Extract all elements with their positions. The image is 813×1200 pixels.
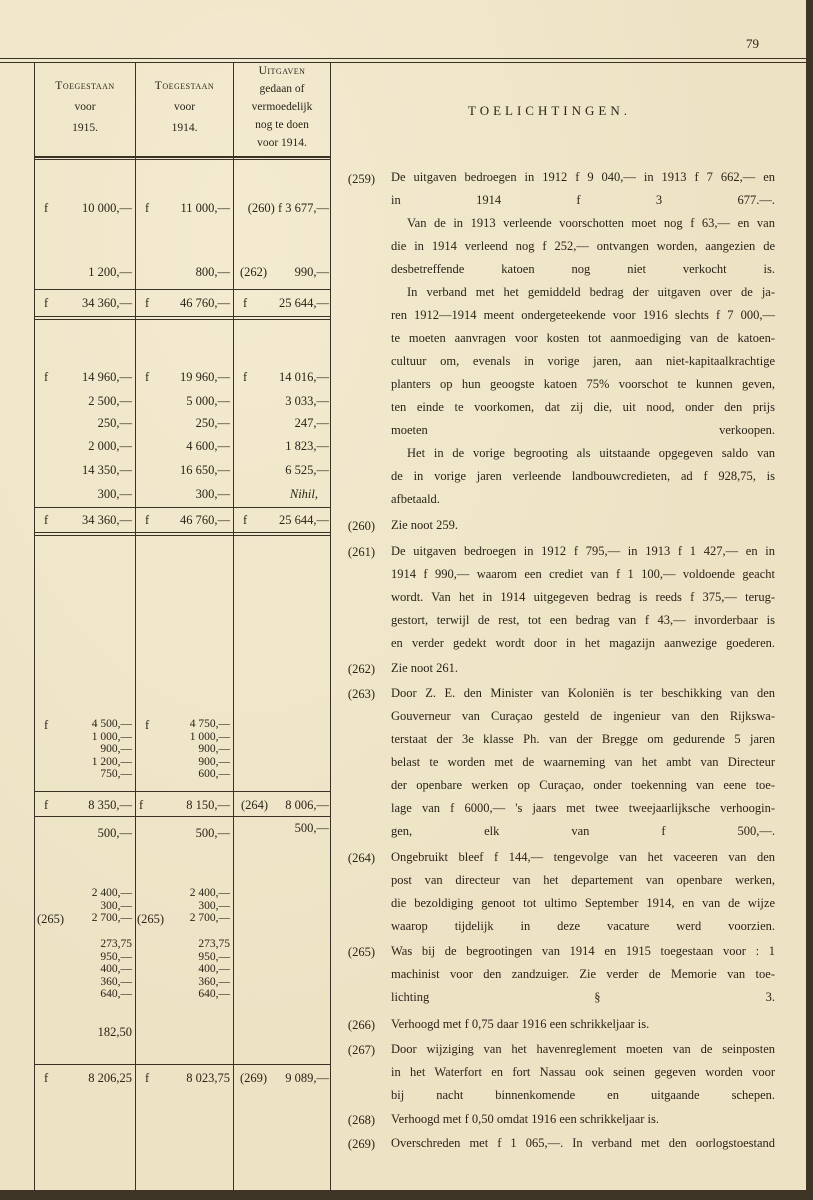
c-col2-ref265: (265) [137, 912, 165, 926]
note-line: gen, elk van f 500,—. [391, 824, 775, 838]
c-total-col3: 8 006,— [285, 798, 329, 812]
header-rule-bottom-2 [34, 159, 330, 160]
note-line: in 1914 f 3 677.—. [391, 193, 775, 207]
a-total-col2: 46 760,— [180, 296, 230, 310]
c-col2-g1-row1: 4 750,— [189, 718, 230, 730]
b-col1-row1: 14 960,— [82, 370, 132, 384]
c-final-col2: 8 023,75 [186, 1071, 230, 1085]
note-number: (264) [347, 851, 375, 865]
final-rule [34, 1064, 330, 1065]
currency-sign: f [145, 1071, 150, 1085]
note-line: Door wijziging van het havenreglement moeten van de seinposten [391, 1042, 775, 1056]
note-267-text [391, 1038, 775, 1107]
currency-sign: f [145, 201, 150, 215]
a-total-col3: 25 644,— [279, 296, 329, 310]
header-col2 [136, 76, 233, 139]
a-col1-row2: 1 200,— [88, 265, 132, 279]
c-col1-g1-row5: 750,— [100, 768, 132, 780]
note-number: (269) [347, 1137, 375, 1151]
currency-sign: f [139, 798, 144, 812]
note-line: Verhoogd met f 0,50 omdat 1916 een schrikkeljaar is. [391, 1112, 659, 1126]
currency-sign: f [145, 718, 150, 732]
header-col2-line2: voor [173, 101, 196, 113]
b-total-col3: 25 644,— [279, 513, 329, 527]
c-col2-500: 500,— [195, 826, 230, 840]
a-col3-row2: 990,— [294, 265, 329, 279]
note-line: Overschreden met f 1 065,—. In verband met den oorlogstoestand [391, 1136, 775, 1150]
a-col3-row1: (260) f 3 677,— [247, 201, 329, 215]
subtotal-rule-bottom [34, 816, 330, 817]
c-col1-group3 [55, 938, 132, 1001]
note-line: moeten verkoopen. [391, 423, 775, 437]
b-col2-row5: 16 650,— [180, 463, 230, 477]
currency-sign: f [243, 370, 248, 384]
currency-sign: f [44, 1071, 49, 1085]
column-rule-2 [233, 62, 234, 1190]
note-line: Zie noot 259. [391, 518, 459, 532]
b-col2-row1: 19 960,— [180, 370, 230, 384]
b-col3-row4: 1 823,— [285, 439, 329, 453]
header-rule-top-2 [0, 62, 806, 63]
c-col2-group3 [155, 938, 230, 1001]
b-col2-row6: 300,— [195, 487, 230, 501]
note-line: Van de in 1913 verleende voorschotten moet nog f 63,— en van [407, 216, 775, 230]
b-col3-row6: Nihil, [289, 487, 318, 501]
note-260-text [391, 514, 775, 537]
note-line: Zie noot 261. [391, 661, 459, 675]
note-259-text [391, 166, 775, 511]
c-col1-extra: 182,50 [97, 1025, 132, 1039]
note-268-text [391, 1108, 775, 1131]
a-col1-row1: 10 000,— [82, 201, 132, 215]
c-col1-g2-row3: 2 700,— [91, 912, 132, 924]
note-261-text [391, 540, 775, 655]
note-number: (259) [347, 172, 375, 186]
header-rule-top [0, 58, 806, 59]
b-total-col1: 34 360,— [82, 513, 132, 527]
note-266-text [391, 1013, 775, 1036]
note-number: (267) [347, 1043, 375, 1057]
b-col3-row5: 6 525,— [285, 463, 329, 477]
currency-sign: f [145, 296, 150, 310]
header-col1-line3: 1915. [72, 122, 98, 134]
note-line: bij nacht binnenkomende en uitgaande schepen. [391, 1088, 775, 1102]
c-col2-g3-row4: 360,— [198, 975, 230, 988]
note-269-text [391, 1132, 775, 1155]
currency-sign: f [243, 296, 248, 310]
c-total-col3-ref: (264) [241, 798, 269, 812]
note-line: Verhoogd met f 0,75 daar 1916 een schrikkeljaar is. [391, 1017, 650, 1031]
note-line: In verband met het gemiddeld bedrag der uitgaven over de ja- [407, 285, 775, 299]
c-col2-g3-row3: 400,— [198, 963, 230, 975]
currency-sign: f [145, 513, 150, 527]
b-col1-row3: 250,— [97, 416, 132, 430]
c-col2-g1-row5: 600,— [198, 768, 230, 780]
header-col3-line1: Uitgaven [258, 65, 306, 77]
note-line: 1914 f 990,— waarom een crediet van f 1 100,— voldoende geacht [391, 567, 775, 581]
note-line: machinist voor den zandzuiger. Zie verder de Memorie van toe- [391, 967, 775, 981]
note-line: Gouverneur van Curaçao gesteld de ingenieur van den Rijkswa- [391, 709, 775, 723]
note-line: Het in de vorige begrooting als uitstaande opgegeven saldo van [407, 446, 775, 460]
currency-sign: f [44, 798, 49, 812]
header-col3-line5: voor 1914. [257, 137, 307, 149]
c-col2-g3-row1: 273,75 [198, 938, 230, 950]
b-col1-row4: 2 000,— [88, 439, 132, 453]
note-line: post van directeur van het departement van openbare werken, [391, 873, 775, 887]
subtotal-rule [34, 791, 330, 792]
header-rule-bottom [34, 156, 330, 158]
c-col1-g3-row2: 950,— [100, 950, 132, 963]
note-line: De uitgaven bedroegen in 1912 f 795,— in 1913 f 1 427,— en in [391, 544, 775, 558]
c-col1-g1-row3: 900,— [100, 743, 132, 755]
header-col3-line2: gedaan of [259, 83, 305, 95]
currency-sign: f [44, 296, 49, 310]
note-line: lage van f 6000,— 's jaars met twee tweejaarlijksche verhoogin- [391, 801, 775, 815]
currency-sign: f [44, 513, 49, 527]
note-number: (265) [347, 945, 375, 959]
c-col2-group2 [155, 887, 230, 925]
note-line: ren 1912—1914 meent ondergeteekende voor 1916 slechts f 7 000,— [391, 308, 775, 322]
note-line: afbetaald. [391, 492, 440, 506]
column-rule-1 [135, 62, 136, 1190]
note-line: te moeten aanvragen voor kosten tot aanmoediging van de katoen- [391, 331, 775, 345]
note-265-text [391, 940, 775, 1009]
note-line: cultuur om, evenals in vorige jaren, aan niet-kapitaalkrachtige [391, 354, 775, 368]
a-col2-row1: 11 000,— [180, 201, 230, 215]
total-rule-2 [34, 535, 330, 536]
note-line: De uitgaven bedroegen in 1912 f 9 040,— in 1913 f 7 662,— en [391, 170, 775, 184]
b-col1-row2: 2 500,— [88, 394, 132, 408]
note-line: desbetreffende katoen nog niet verkocht is. [391, 262, 775, 276]
note-line: de in vorige jaren verleende landbouwcredieten, ad f 928,75, is [391, 469, 775, 483]
a-total-col1: 34 360,— [82, 296, 132, 310]
c-col2-g2-row1: 2 400,— [189, 887, 230, 899]
note-line: waarop tijdelijk in deze vacature werd voorzien. [391, 919, 775, 933]
c-final-col3: 9 089,— [285, 1071, 329, 1085]
c-col1-g1-row1: 4 500,— [91, 718, 132, 730]
note-line: in het Waterfort en fort Nassau ook seinen gegeven worden voor [391, 1065, 775, 1079]
b-col2-row2: 5 000,— [186, 394, 230, 408]
b-col2-row4: 4 600,— [186, 439, 230, 453]
c-col2-g3-row2: 950,— [198, 950, 230, 963]
c-col1-ref265: (265) [37, 912, 65, 926]
header-col1 [35, 76, 135, 139]
c-final-col1: 8 206,25 [88, 1071, 132, 1085]
b-col3-row3: 247,— [294, 416, 329, 430]
note-number: (266) [347, 1018, 375, 1032]
c-col1-500: 500,— [97, 826, 132, 840]
c-col1-group1 [55, 718, 132, 781]
b-col1-row5: 14 350,— [82, 463, 132, 477]
c-col2-g1-row2: 1 000,— [189, 730, 230, 743]
c-col1-g3-row5: 640,— [100, 988, 132, 1000]
currency-sign: f [243, 513, 248, 527]
note-number: (268) [347, 1113, 375, 1127]
header-col2-line3: 1914. [171, 122, 198, 134]
c-col1-g3-row1: 273,75 [100, 938, 132, 950]
note-line: die in 1914 verleend nog f 252,— ontvangen worden, aangezien de [391, 239, 775, 253]
note-number: (260) [347, 519, 375, 533]
b-col1-row6: 300,— [97, 487, 132, 501]
note-line: ten einde te voorkomen, dat zij die, uit nood, onder den prijs [391, 400, 775, 414]
column-rule-left [34, 62, 35, 1190]
currency-sign: f [44, 370, 49, 384]
c-col2-g3-row5: 640,— [198, 988, 230, 1000]
b-col3-row2: 3 033,— [285, 394, 329, 408]
c-col1-g3-row3: 400,— [100, 963, 132, 975]
b-total-col2: 46 760,— [180, 513, 230, 527]
a-col3-ref: (262) [240, 265, 268, 279]
note-line: Ongebruikt bleef f 144,— tengevolge van het vaceeren van den [391, 850, 775, 864]
note-line: lichting § 3. [391, 990, 775, 1004]
note-line: der openbare werken op Curaçao, onder toekenning van eene toe- [391, 778, 775, 792]
header-col1-line2: voor [74, 101, 96, 113]
note-number: (261) [347, 545, 375, 559]
subtotal-rule [34, 289, 330, 290]
c-col1-group2 [55, 887, 132, 925]
c-col1-g2-row1: 2 400,— [91, 887, 132, 899]
b-col3-row1: 14 016,— [279, 370, 329, 384]
total-rule-2 [34, 319, 330, 320]
note-number: (263) [347, 687, 375, 701]
note-262-text [391, 657, 775, 680]
c-col2-g2-row3: 2 700,— [189, 912, 230, 924]
c-col2-g1-row4: 900,— [198, 755, 230, 768]
header-col3 [234, 62, 330, 152]
c-total-col1: 8 350,— [88, 798, 132, 812]
note-263-text [391, 682, 775, 843]
c-col1-g1-row2: 1 000,— [91, 730, 132, 743]
note-line: Door Z. E. den Minister van Koloniën is ter beschikking van den [391, 686, 775, 700]
note-line: en verder gedekt wordt door in het magazijn aanwezige goederen. [391, 636, 775, 650]
note-number: (262) [347, 662, 375, 676]
header-toelichtingen: TOELICHTINGEN. [468, 103, 631, 118]
subtotal-rule [34, 507, 330, 508]
currency-sign: f [145, 370, 150, 384]
c-col2-group1 [155, 718, 230, 781]
c-col2-g1-row3: 900,— [198, 743, 230, 755]
page-number: 79 [746, 36, 759, 51]
note-line: Was bij de begrootingen van 1914 en 1915 toegestaan voor : 1 [391, 944, 775, 958]
header-col2-line1: Toegestaan [154, 80, 215, 92]
c-final-col3-ref: (269) [240, 1071, 268, 1085]
currency-sign: f [44, 201, 49, 215]
b-col2-row3: 250,— [195, 416, 230, 430]
note-line: gestort, terwijl de rest, tot een bedrag van f 43,— invorderbaar is [391, 613, 775, 627]
c-col1-g1-row4: 1 200,— [91, 755, 132, 768]
c-col1-g3-row4: 360,— [100, 975, 132, 988]
c-col2-g2-row2: 300,— [198, 899, 230, 912]
note-line: terstaat der 3e klasse Ph. van der Bregge om gedurende 5 jaren [391, 732, 775, 746]
header-col3-line4: nog te doen [255, 119, 309, 131]
note-264-text [391, 846, 775, 938]
total-rule [34, 316, 330, 317]
c-col1-g2-row2: 300,— [100, 899, 132, 912]
note-line: belast te worden met de waarneming van het ambt van Directeur [391, 755, 775, 769]
c-col3-500: 500,— [294, 821, 329, 835]
total-rule [34, 532, 330, 533]
currency-sign: f [44, 718, 49, 732]
header-col3-line3: vermoedelijk [251, 101, 313, 113]
c-total-col2: 8 150,— [186, 798, 230, 812]
note-line: die bezoldiging genoot tot ultimo September 1914, en van de wijze [391, 896, 775, 910]
note-line: wordt. Van het in 1914 uitgegeven bedrag is reeds f 375,— terug- [391, 590, 775, 604]
a-col2-row2: 800,— [195, 265, 230, 279]
note-line: planters op hun geoogste katoen 75% voorschot te kunnen geven, [391, 377, 775, 391]
header-col1-line1: Toegestaan [55, 80, 115, 92]
